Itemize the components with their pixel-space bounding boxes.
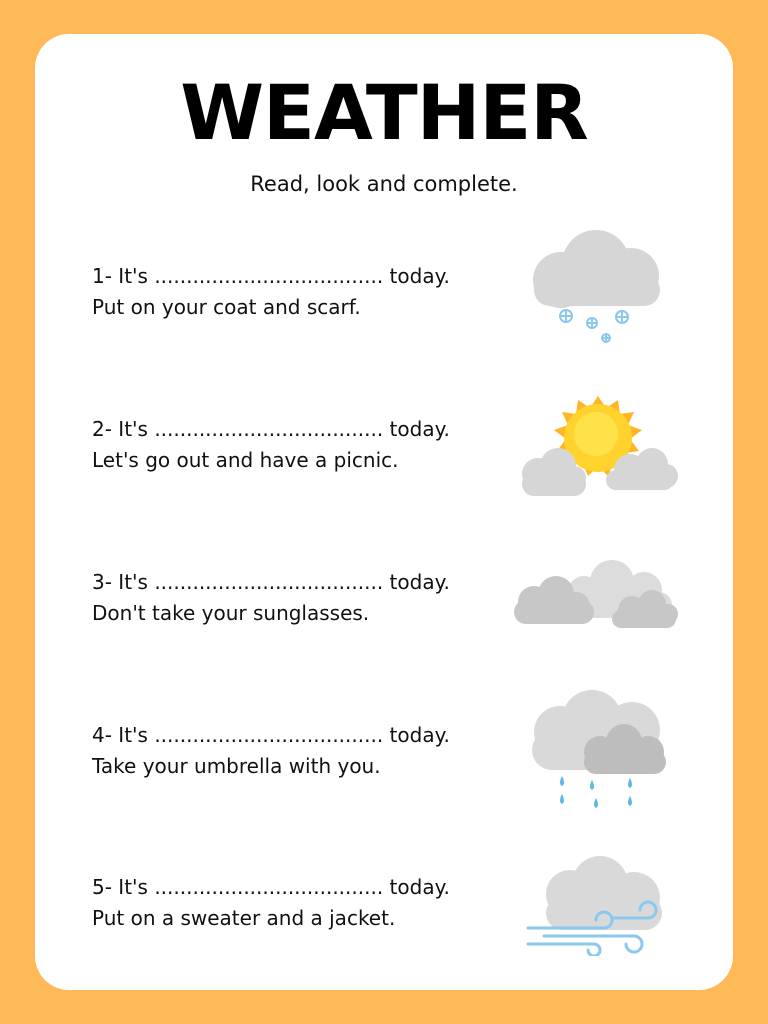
question-5-prompt: 5- It's .................................... today. bbox=[92, 875, 450, 899]
instructions: Read, look and complete. bbox=[250, 172, 518, 196]
question-3-hint: Don't take your sunglasses. bbox=[92, 601, 370, 625]
question-4-hint: Take your umbrella with you. bbox=[92, 754, 381, 778]
windy-cloud-icon bbox=[524, 856, 670, 956]
question-4-prompt: 4- It's .................................... today. bbox=[92, 723, 450, 747]
snowy-cloud-icon bbox=[526, 224, 666, 350]
page-title: WEATHER bbox=[180, 68, 588, 157]
question-3-prompt: 3- It's .................................... today. bbox=[92, 570, 450, 594]
question-1-hint: Put on your coat and scarf. bbox=[92, 295, 361, 319]
question-2-prompt: 2- It's .................................... today. bbox=[92, 417, 450, 441]
question-5 bbox=[92, 872, 512, 934]
sunny-icon bbox=[518, 394, 678, 502]
question-2-hint: Let's go out and have a picnic. bbox=[92, 448, 399, 472]
question-1-prompt: 1- It's .................................... today. bbox=[92, 264, 450, 288]
question-5-hint: Put on a sweater and a jacket. bbox=[92, 906, 396, 930]
question-2 bbox=[92, 414, 512, 476]
rainy-cloud-icon bbox=[526, 688, 670, 812]
cloudy-icon bbox=[512, 556, 678, 630]
question-1 bbox=[92, 261, 512, 323]
question-3 bbox=[92, 567, 512, 629]
question-4 bbox=[92, 720, 512, 782]
